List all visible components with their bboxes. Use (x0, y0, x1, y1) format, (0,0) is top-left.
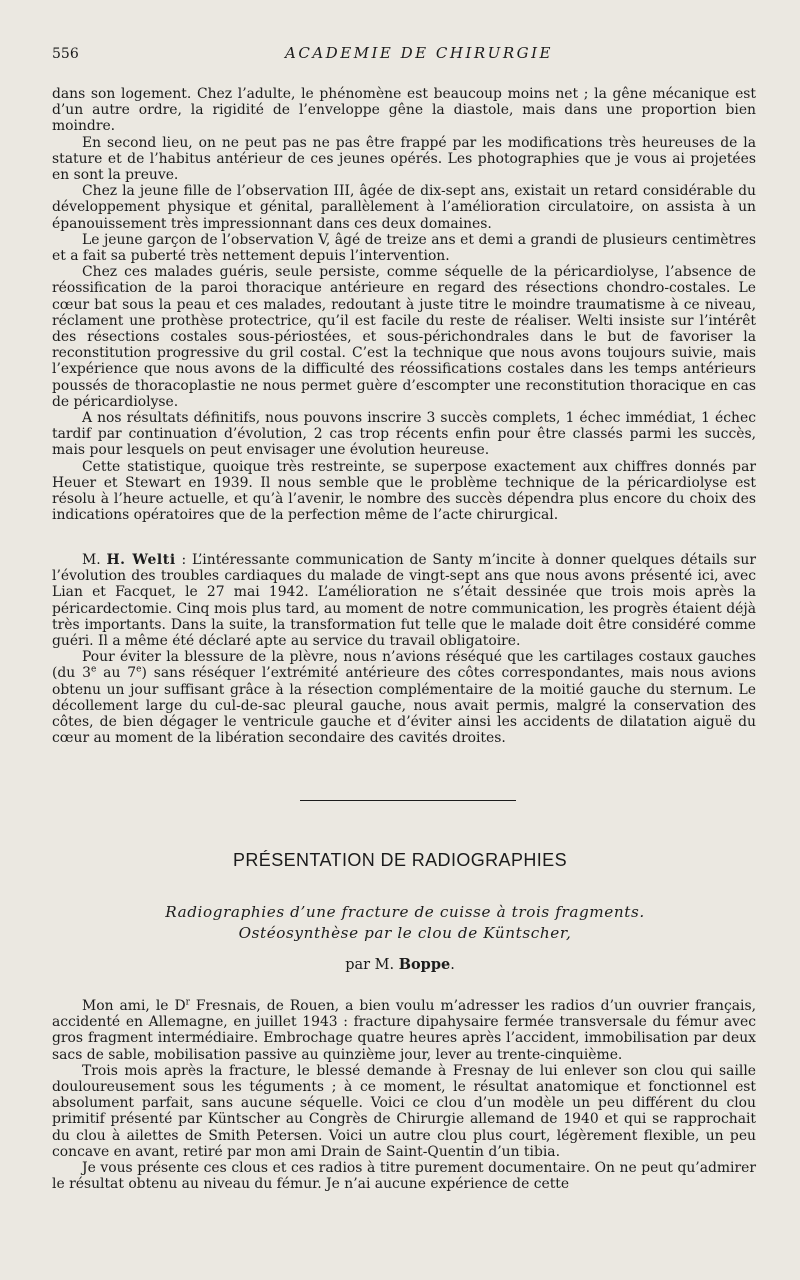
running-title-text: ACADEMIE DE CHIRURGIE (285, 44, 553, 62)
page-number: 556 (52, 46, 79, 62)
paragraph-text: Mon ami, le D (82, 998, 186, 1014)
paragraph: Cette statistique, quoique très restreinte, se superpose exactement aux chiffres donnés par Heuer et Stewart en 1939. Il nous semble que le problème technique de la péricardiolyse est résolu à l’heure actuelle, et qu’à l’avenir, le nombre des succès dépendra plus encore du choix des indications opératoires que de la perfection même de l’acte chirurgical. (52, 458, 756, 524)
section-title: PRÉSENTATION DE RADIOGRAPHIES (233, 850, 567, 870)
paragraph: Je vous présente ces clous et ces radios à titre purement documentaire. On ne peut qu’admirer le résultat obtenu au niveau du fémur. Je n’ai aucune expérience de cette (52, 1160, 756, 1193)
article-title (80, 902, 730, 944)
paragraph (52, 649, 756, 746)
speaker-prefix: M. (82, 552, 101, 568)
welti-remarks (52, 552, 756, 746)
superscript: e (136, 664, 142, 675)
author-name: Boppe (398, 956, 451, 973)
paragraph (52, 998, 756, 1063)
section-divider (300, 800, 516, 801)
discussion-text (52, 86, 756, 523)
paragraph-text: Fresnais, de Rouen, a bien voulu m’adresser les radios d’un ouvrier français, accidenté en Allemagne, en juillet 1943 : fracture dipahysaire fermée transversale du fémur avec gros fragment intermédiaire. Embrochage quatre heures après l’accident, immobilisation par deux sacs de sable, mobilisation passive au quinzième jour, lever au trente-cinquième. (52, 998, 757, 1063)
paragraph: A nos résultats définitifs, nous pouvons inscrire 3 succès complets, 1 échec immédiat, 1 échec tardif par continuation d’évolution, 2 cas trop récents enfin pour être classés parmi les succès, mais pour lesquels on peut envisager une évolution heureuse. (52, 410, 756, 459)
article-title-line: Radiographies d’une fracture de cuisse à trois fragments. (165, 903, 645, 921)
superscript: e (90, 664, 97, 675)
speaker-name: H. Welti (106, 552, 176, 568)
running-title (52, 44, 756, 62)
paragraph: Chez ces malades guéris, seule persiste, comme séquelle de la péricardiolyse, l’absence de réossification de la paroi thoracique antérieure en regard des résections chondro-costales. Le cœur bat sous la peau et ces malades, redoutant à juste titre le moindre traumatisme à ce niveau, réclament une prothèse protectrice, qu’il est facile du reste de réaliser. Welti insiste sur l’intérêt des résections costales sous-périostées, et sous-périchondrales dans le but de favoriser la reconstitution progressive du gril costal. C’est la technique que nous avons toujours suivie, mais l’expérience que nous avons de la difficulté des réossifications costales dans les temps antérieurs poussés de thoracoplastie ne nous permet guère d’escompter une reconstitution thoracique en cas de péricardiolyse. (52, 264, 756, 410)
paragraph: En second lieu, on ne peut pas ne pas être frappé par les modifications très heureuses de la stature et de l’habitus antérieur de ces jeunes opérés. Les photographies que je vous ai projetées en sont la preuve. (52, 134, 756, 184)
paragraph-text: ) sans réséquer l’extrémité antérieure des côtes correspondantes, mais nous avions obtenu un jour suffisant grâce à la résection complémentaire de la moitié gauche du sternum. Le décollement large du cul-de-sac pleural gauche, nous avait permis, malgré la conservation des côtes, de bien dégager le ventricule gauche et d’éviter ainsi les accidents de dilatation aiguë du cœur au moment de la libération secondaire des cavités droites. (52, 665, 757, 747)
page-header (52, 44, 756, 68)
article-text (52, 998, 756, 1192)
paragraph: Trois mois après la fracture, le blessé demande à Fresnay de lui enlever son clou qui saille douloureusement sous les téguments ; à ce moment, le résultat anatomique et fonctionnel est absolument parfait, sans aucune séquelle. Voici ce clou d’un modèle un peu différent du clou primitif présenté par Küntscher au Congrès de Chirurgie allemand de 1940 et qui se rapprochait du clou à ailettes de Smith Petersen. Voici un autre clou plus court, légèrement flexible, un peu concave en avant, retiré par mon ami Drain de Saint-Quentin d’un tibia. (52, 1062, 756, 1160)
byline-prefix: par M. (345, 957, 395, 973)
paragraph-text: Pour éviter la blessure de la plèvre, nous n’avions réséqué que les cartilages costaux gauches (du 3 (52, 649, 756, 682)
paragraph: Chez la jeune fille de l’observation III, âgée de dix-sept ans, existait un retard considérable du développement physique et génital, parallèlement à l’amélioration circulatoire, on assista à un épanouissement très impressionnant dans ces deux domaines. (52, 183, 756, 232)
paragraph: Le jeune garçon de l’observation V, âgé de treize ans et demi a grandi de plusieurs centimètres et a fait sa puberté très nettement depuis l’intervention. (52, 231, 756, 265)
author-byline (0, 956, 800, 973)
paragraph-text: L’intéressante communication de Santy m’incite à donner quelques détails sur l’évolution des troubles cardiaques du malade de vingt-sept ans que nous avons présenté ici, avec Lian et Facquet, le 27 mai 1942. L’amélioration ne s’était dessinée que trois mois après la péricardectomie. Cinq mois plus tard, au moment de notre communication, les progrès étaient déjà très importants. Dans la suite, la transformation fut telle que le malade doit être considéré comme guéri. Il a même été déclaré apte au service du travail obligatoire. (52, 552, 757, 650)
byline-suffix: . (450, 957, 455, 973)
article-title-line: Ostéosynthèse par le clou de Küntscher, (238, 924, 572, 942)
paragraph-text: au 7 (96, 665, 137, 682)
speaker-sep: : (175, 552, 187, 568)
paragraph (52, 552, 756, 649)
paragraph: dans son logement. Chez l’adulte, le phénomène est beaucoup moins net ; la gêne mécanique est d’un autre ordre, la rigidité de l’enveloppe gêne la diastole, mais dans une proportion bien moindre. (52, 86, 756, 135)
superscript: r (185, 997, 190, 1008)
